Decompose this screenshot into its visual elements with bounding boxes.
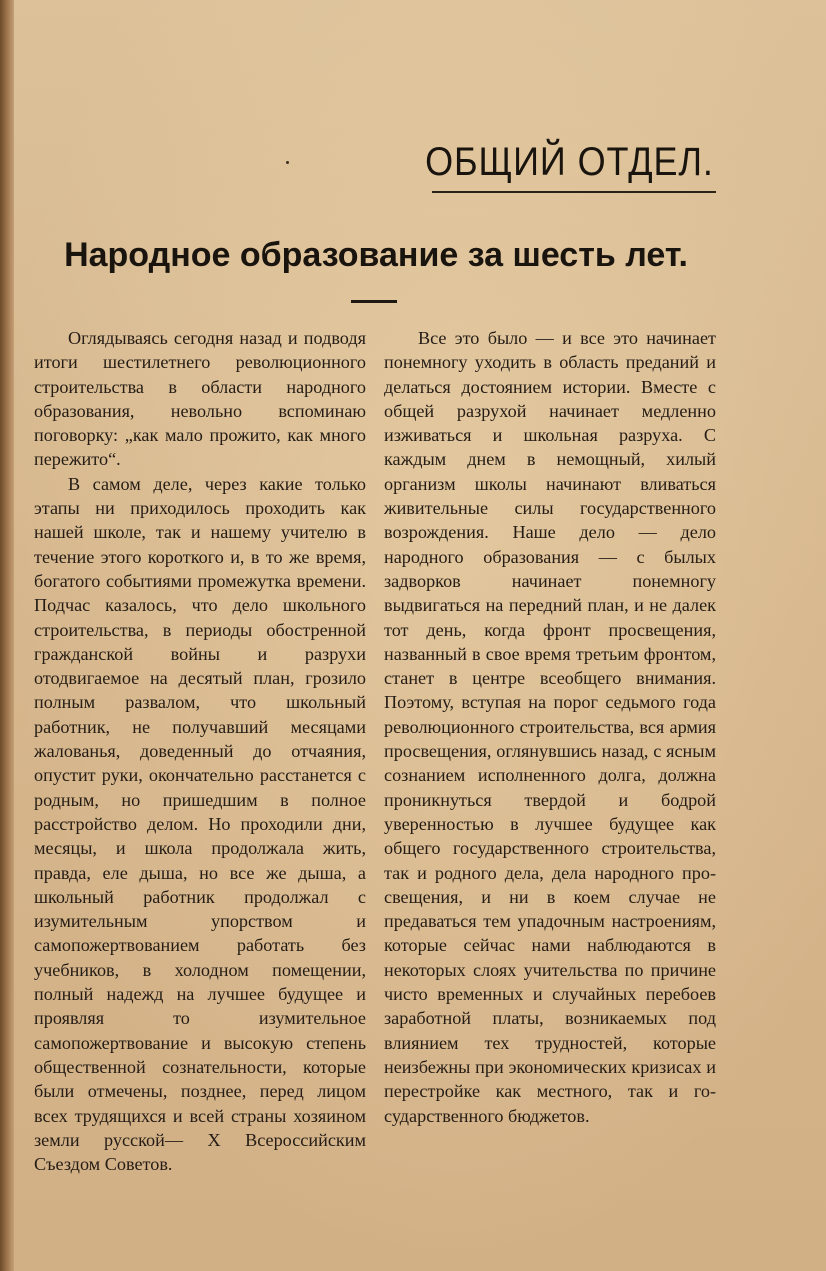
print-speck: [286, 161, 289, 164]
paragraph: Все это было — и все это начинает понемногу уходить в область преданий и делаться достоянием истории. Вместе с общей разрухой начинает медленно изживаться и школьная разруха. С каждым днем в немощный, хилый организм школы начинают вливаться живительные силы государственного возрождения. Наше дело — дело народного образования — с былых задворков начинает понемногу выдвигаться на передний план, и не далек тот день, когда фронт просвещения, названный в свое время третьим фронтом, станет в центре всеобщего внимания. Поэтому, вступая на порог седьмого года революционного строительства, вся армия просвещения, оглянувшись назад, с ясным сознанием исполненного долга, должна проникнуться твердой и бодрой уверенностью в лучшее будущее как общего государственного строительства, так и родного дела, дела народного просвещения, и ни в коем случае не предаваться тем упадочным настроениям, которые сейчас нами наблюдаются в некоторых слоях учительства по причине чисто временных и случайных перебоев заработной платы, возникаемых под влиянием тех трудностей, которые неизбежны при экономических кризисах и перестройке как местного, так и государственного бюджетов.: [384, 328, 716, 1126]
article-title: Народное образование за шесть лет.: [64, 236, 688, 274]
right-column: [384, 326, 716, 1128]
section-title: ОБЩИЙ ОТДЕЛ.: [425, 140, 714, 184]
title-divider: [351, 300, 397, 303]
page-spine-shadow: [0, 0, 14, 1271]
section-title-underline: [432, 191, 716, 193]
paragraph: Оглядываясь сегодня назад и подводя итоги шестилетнего революционного строительства в области народного образования, невольно вспоминаю поговорку: „как мало прожито, как много пережито“.: [34, 328, 366, 470]
left-column: [34, 326, 366, 1176]
paragraph: В самом деле, через какие только этапы ни приходилось проходить как нашей школе, так и нашему учителю в течение этого короткого и, в то же время, богатого событиями промежутка времени. Подчас казалось, что дело школьного строительства, в периоды обостренной гражданской войны и разрухи отодвигаемое на десятый план, грозило полным развалом, что школьный работник, не получавший месяцами жалованья, доведенный до отчаяния, опустит руки, окончательно расстанется с родным, но пришедшим в полное расстройство делом. Но проходили дни, месяцы, и школа продолжала жить, правда, еле дыша, но все же дыша, а школьный работник продолжал с изумительным упорством и самопожертвованием работать без учебников, в холодном помещении, полный надежд на лучшее будущее и проявляя то изумительное самопожертвование и высокую степень общественной сознательности, которые были отмечены, позднее, перед лицом всех трудящихся и всей страны хозяином земли русской— X Всероссийским Съездом Советов.: [34, 473, 366, 1175]
